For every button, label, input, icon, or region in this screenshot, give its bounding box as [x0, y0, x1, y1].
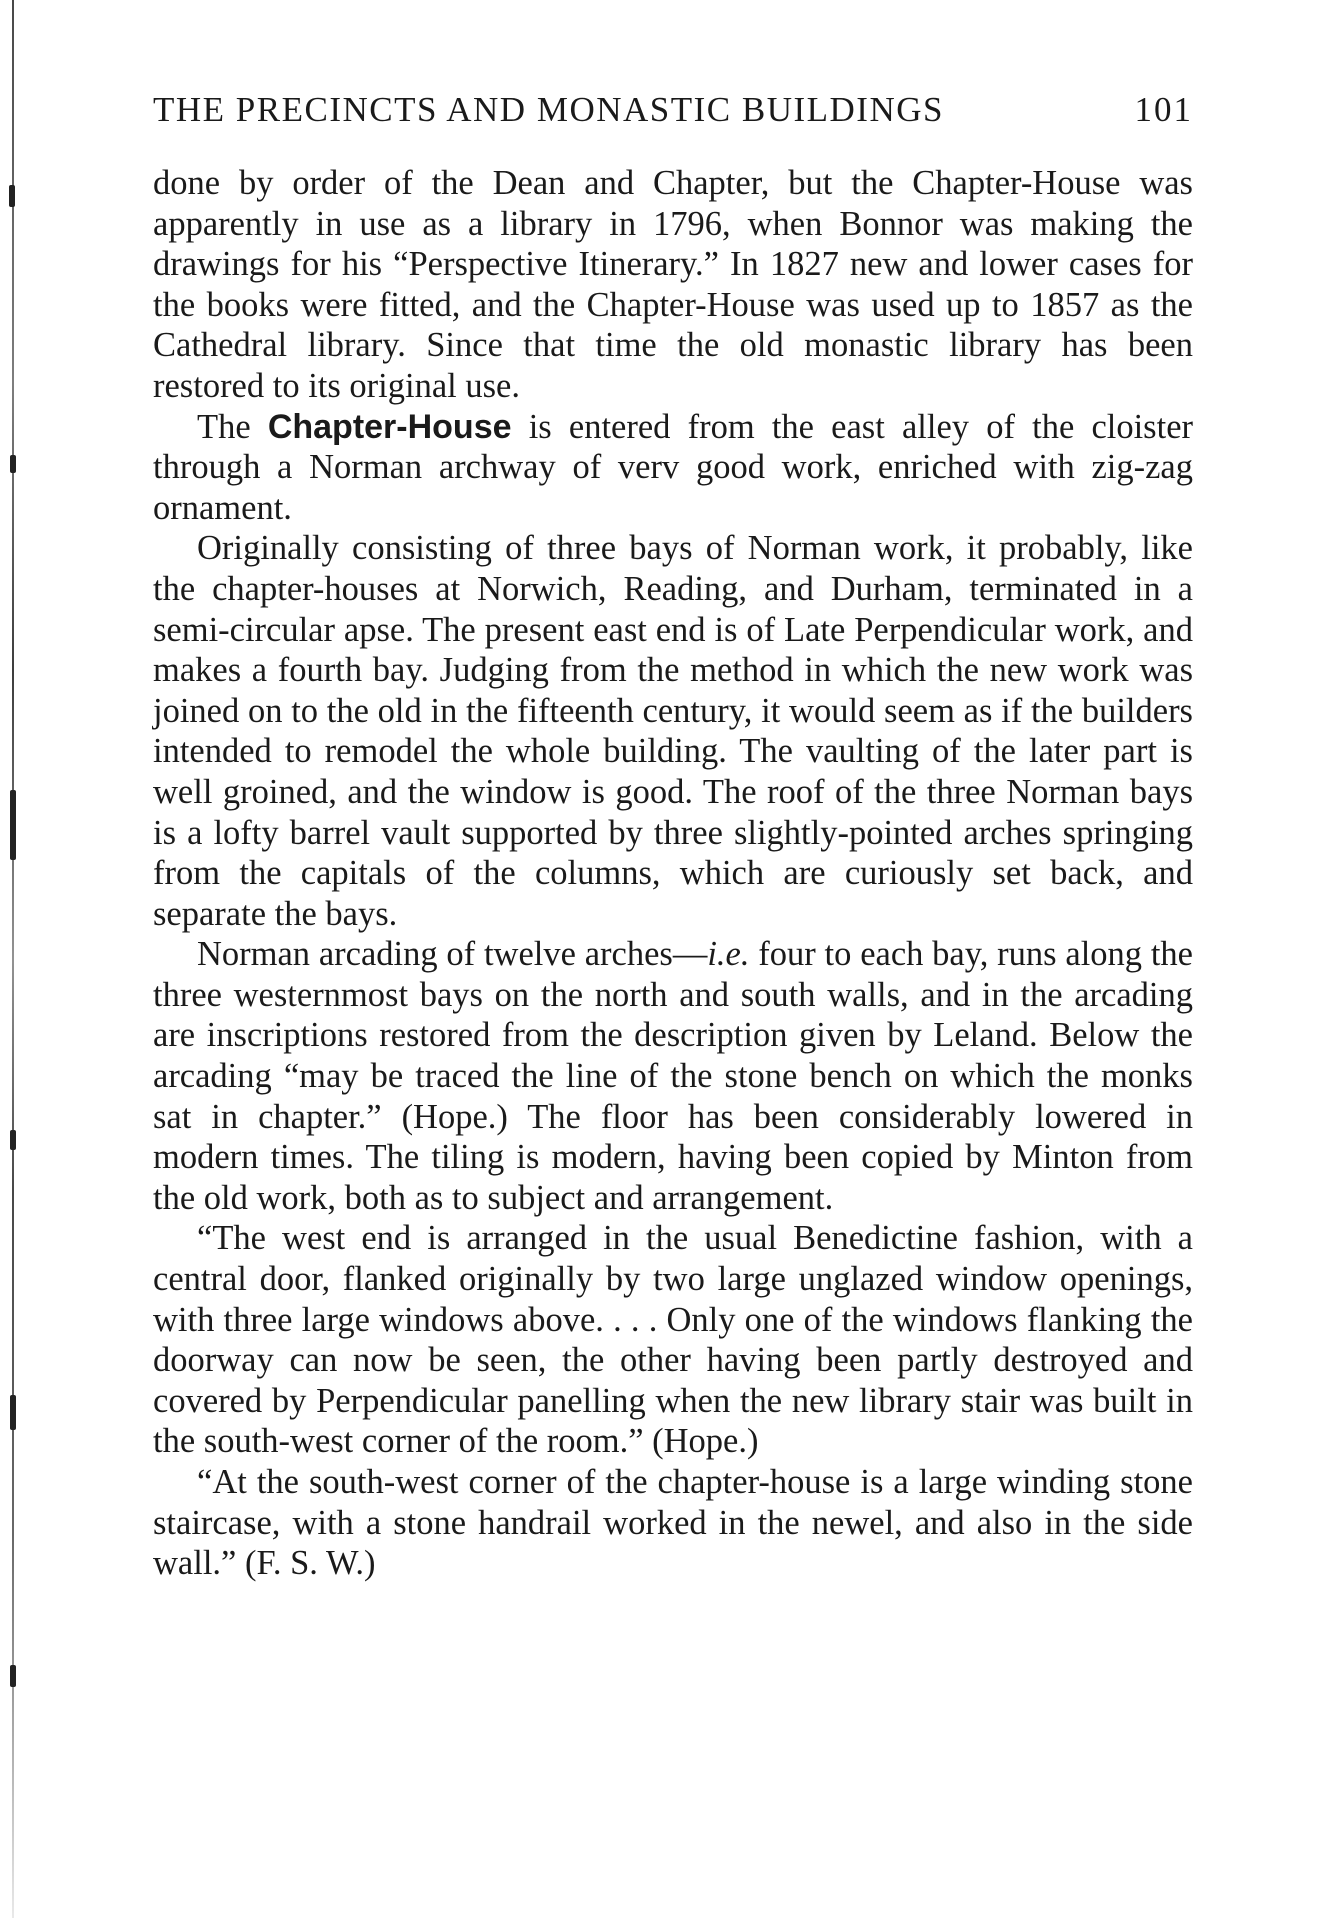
paragraph-west-end-quote: “The west end is arranged in the usual Benedictine fashion, with a central door, flanked originally by two large unglazed window openings, with three large windows above. . . . Only one of the windows flanking the doorway can now be seen, the other having been partly destroyed and covered by Perpendicular panelling when the new library stair was built in the south-west corner of the room.” (Hope.) — [153, 1219, 1193, 1461]
page-number: 101 — [1134, 90, 1193, 129]
gutter-mark — [10, 790, 16, 860]
paragraph-lead: Norman arcading of twelve arches— — [197, 935, 708, 974]
paragraph-staircase-quote: “At the south-west corner of the chapter-house is a large winding stone staircase, with a stone handrail worked in the newel, and also in the side wall.” (F. S. W.) — [153, 1463, 1193, 1583]
italic-abbreviation: i.e. — [707, 935, 750, 974]
paragraph-rest: is entered from the east alley of the cloister through a Norman archway of verv good work, enriched with zig-zag ornament. — [153, 407, 1193, 527]
running-title: THE PRECINCTS AND MONASTIC BUILDINGS — [153, 90, 944, 129]
paragraph-library-history: done by order of the Dean and Chapter, but the Chapter-House was apparently in use as a library in 1796, when Bonnor was making the drawings for his “Perspective Itinerary.” In 1827 new and lower cases for the books were fitted, and the Chapter-House was used up to 1857 as the Cathedral library. Since that time the old monastic library has been restored to its original use. — [153, 164, 1193, 405]
paragraph-arcading — [153, 934, 1193, 1218]
body-text — [153, 163, 1193, 1584]
paragraph-lead: The — [197, 407, 268, 446]
section-term: Chapter-House — [267, 407, 512, 446]
binding-edge — [12, 0, 14, 1918]
gutter-mark — [10, 1130, 16, 1150]
paragraph-rest: four to each bay, runs along the three westernmost bays on the north and south walls, and in the arcading are inscriptions restored from the description given by Leland. Below the arcading “may be traced the line of the stone bench on which the monks sat in chapter.” (Hope.) The floor has been considerably lowered in modern times. The tiling is modern, having been copied by Minton from the old work, both as to subject and arrangement. — [153, 935, 1193, 1217]
gutter-mark — [10, 1395, 16, 1430]
running-header — [153, 86, 1193, 134]
paragraph-chapter-house-entrance — [153, 407, 1193, 529]
gutter-mark — [10, 1665, 16, 1687]
paragraph-norman-bays: Originally consisting of three bays of Norman work, it probably, like the chapter-houses at Norwich, Reading, and Durham, terminated in a semi-circular apse. The present east end is of Late Perpendicular work, and makes a fourth bay. Judging from the method in which the new work was joined on to the old in the fifteenth century, it would seem as if the builders intended to remodel the whole building. The vaulting of the later part is well groined, and the window is good. The roof of the three Norman bays is a lofty barrel vault supported by three slightly-pointed arches springing from the capitals of the columns, which are curiously set back, and separate the bays. — [153, 529, 1193, 933]
gutter-mark — [10, 455, 16, 473]
gutter-mark — [9, 185, 15, 207]
